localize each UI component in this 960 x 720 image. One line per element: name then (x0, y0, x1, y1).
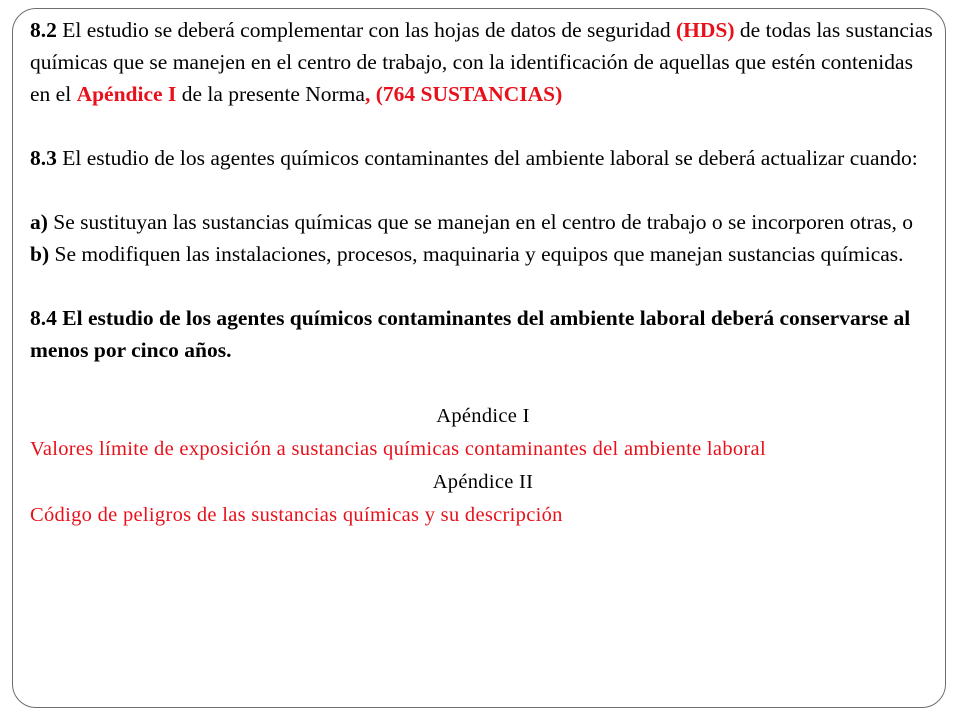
apendice-highlight: Apéndice I (76, 82, 177, 106)
section-number-8-3: 8.3 (30, 146, 57, 170)
paragraph-8-2-text-1: El estudio se deberá complementar con las hojas de datos de seguridad (56, 18, 676, 42)
sustancias-highlight: , (764 SUSTANCIAS) (364, 82, 563, 106)
paragraph-8-2-text-3: de la presente Norma (176, 82, 365, 106)
appendix-2-title: Apéndice II (432, 471, 534, 493)
item-a-text: Se sustituyan las sustancias químicas que se manejan en el centro de trabajo o se incorporen otras, o (47, 210, 914, 234)
item-b-label: b) (30, 242, 50, 266)
item-a (30, 206, 936, 238)
appendix-1-description: Valores límite de exposición a sustancias químicas contaminantes del ambiente laboral (30, 438, 766, 460)
slide-content (30, 14, 936, 532)
item-a-label: a) (30, 210, 48, 234)
paragraph-8-2 (30, 14, 936, 110)
paragraph-8-2-text-2: de todas las sustancias químicas que se manejen en el centro de trabajo, con la identificación de aquellas que estén contenidas en el (30, 18, 933, 106)
paragraph-8-4: 8.4 El estudio de los agentes químicos contaminantes del ambiente laboral deberá conservarse al menos por cinco años. (30, 306, 911, 362)
item-b-text: Se modifiquen las instalaciones, procesos, maquinaria y equipos que manejan sustancias químicas. (49, 242, 904, 266)
appendix-1-title: Apéndice I (436, 405, 530, 427)
item-b (30, 238, 936, 270)
paragraph-8-3 (30, 142, 936, 174)
paragraph-8-3-text: El estudio de los agentes químicos contaminantes del ambiente laboral se deberá actualizar cuando: (56, 146, 918, 170)
section-number-8-2: 8.2 (30, 18, 57, 42)
appendix-2-description: Código de peligros de las sustancias químicas y su descripción (30, 504, 563, 526)
appendix-list (30, 400, 936, 532)
hds-highlight: (HDS) (676, 18, 735, 42)
